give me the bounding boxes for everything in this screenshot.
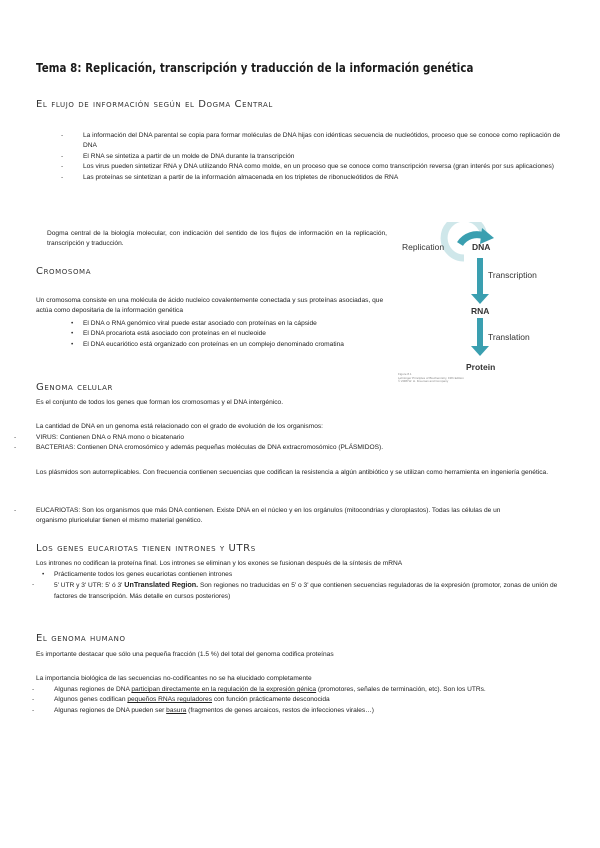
heading-genes-eucariotas: Los genes eucariotas tienen intrones y UTRs: [36, 543, 256, 554]
genoma-humano-fraccion: Es importante destacar que sólo una pequeña fracción (1.5 %) del total del genoma codifica proteínas: [36, 651, 334, 658]
heading-genoma-celular: Genoma celular: [36, 382, 114, 393]
heading-dogma-central: El flujo de información según el Dogma Central: [36, 99, 273, 110]
label-translation: Translation: [488, 332, 530, 342]
list-item: - Las proteínas se sintetizan a partir de la información almacenada en los tripletes de ribonucleótidos de RNA: [83, 173, 573, 183]
list-item: - Algunos genes codifican pequeños RNAs reguladores con función prácticamente desconocida: [54, 695, 568, 705]
organismos-list: [36, 433, 578, 454]
no-codificantes-list: [54, 685, 568, 716]
cromosoma-list: [83, 319, 383, 350]
list-item: - Algunas regiones de DNA participan directamente en la regulación de la expresión génica (promotores, señales de terminación, etc). Son los UTRs.: [54, 685, 568, 695]
list-item: - La información del DNA parental se copia para formar moléculas de DNA hijas con idénticas secuencia de nucleótidos, proceso que se conoce como replicación de DNA: [83, 131, 573, 152]
intrones-list: [54, 570, 578, 602]
transcription-arrowhead-icon: [471, 294, 489, 304]
list-item-virus: - VIRUS: Contienen DNA o RNA mono o bicatenario: [36, 433, 578, 443]
figure-reference: [398, 373, 464, 384]
intrones-text: Los intrones no codifican la proteína final. Los intrones se eliminan y los exones se fusionan después de la síntesis de mRNA: [36, 560, 403, 567]
label-rna: RNA: [471, 306, 490, 316]
dogma-list: [83, 131, 573, 183]
label-transcription: Transcription: [488, 270, 537, 280]
list-item: • El DNA procariota está asociado con proteínas en el nucleoide: [83, 329, 383, 339]
label-protein: Protein: [466, 362, 496, 372]
figure-caption: Dogma central de la biología molecular, con indicación del sentido de los flujos de información en la replicación, transcripción y traducción.: [47, 230, 387, 248]
transcription-arrow: [477, 258, 483, 296]
eucariotas-list: [36, 506, 528, 527]
genoma-cantidad: La cantidad de DNA en un genoma está relacionado con el grado de evolución de los organismos:: [36, 423, 324, 430]
cromosoma-intro: Un cromosoma consiste en una molécula de ácido nucleico covalentemente conectada y sus proteínas asociadas, que actúa como depositaria de la información genética: [36, 297, 384, 315]
heading-cromosoma: Cromosoma: [36, 266, 92, 277]
list-item: • Prácticamente todos los genes eucariotas contienen intrones: [54, 570, 578, 580]
translation-arrowhead-icon: [471, 346, 489, 356]
plasmidos-text: Los plásmidos son autorreplicables. Con frecuencia contienen secuencias que codifican la resistencia a algún antibiótico y se utilizan como herramienta en ingeniería genética.: [36, 469, 549, 476]
no-codificantes-text: La importancia biológica de las secuencias no-codificantes no se ha elucidado completamente: [36, 675, 312, 682]
heading-genoma-humano: El genoma humano: [36, 633, 126, 644]
genoma-celular-def: Es el conjunto de todos los genes que forman los cromosomas y el DNA intergénico.: [36, 399, 284, 406]
figure-reference-line: Figure 8.1: [398, 372, 412, 376]
figure-reference-line: © 2008 W. H. Freeman and Company: [398, 379, 449, 384]
list-item: • El DNA o RNA genómico viral puede estar asociado con proteínas en la cápside: [83, 319, 383, 329]
label-replication: Replication: [402, 242, 445, 252]
label-dna: DNA: [472, 242, 491, 252]
list-item-bacterias: - BACTERIAS: Contienen DNA cromosómico y además pequeñas moléculas de DNA extracromosómico (PLÁSMIDOS).: [36, 443, 578, 453]
list-item: - El RNA se sintetiza a partir de un molde de DNA durante la transcripción: [83, 152, 573, 162]
list-item-utr: - 5' UTR y 3' UTR: 5' ó 3' UnTranslated Region. Son regiones no traducidas en 5' o 3' que contienen secuencias reguladoras de la expresión (promotor, zonas de unión de factores de transcripción. Más detalle en cursos posteriores): [54, 580, 578, 602]
figure-reference-line: Lehninger Principles of Biochemistry, Fifth Edition: [398, 375, 464, 380]
list-item: - Los virus pueden sintetizar RNA y DNA utilizando RNA como molde, en un proceso que se conoce como transcripción reversa (gran interés por sus aplicaciones): [83, 162, 573, 172]
page-title: Tema 8: Replicación, transcripción y traducción de la información genética: [36, 60, 474, 75]
central-dogma-figure: [398, 222, 588, 372]
list-item: • El DNA eucariótico está organizado con proteínas en un complejo denominado cromatina: [83, 340, 383, 350]
translation-arrow: [477, 318, 483, 348]
list-item-eucariotas: - EUCARIOTAS: Son los organismos que más DNA contienen. Existe DNA en el núcleo y en los orgánulos (mitocondrias y cloroplastos). Todas las células de un organismo pluricelular tienen el mismo material genético.: [36, 506, 528, 527]
list-item: - Algunas regiones de DNA pueden ser basura (fragmentos de genes arcaicos, restos de infecciones virales…): [54, 706, 568, 716]
